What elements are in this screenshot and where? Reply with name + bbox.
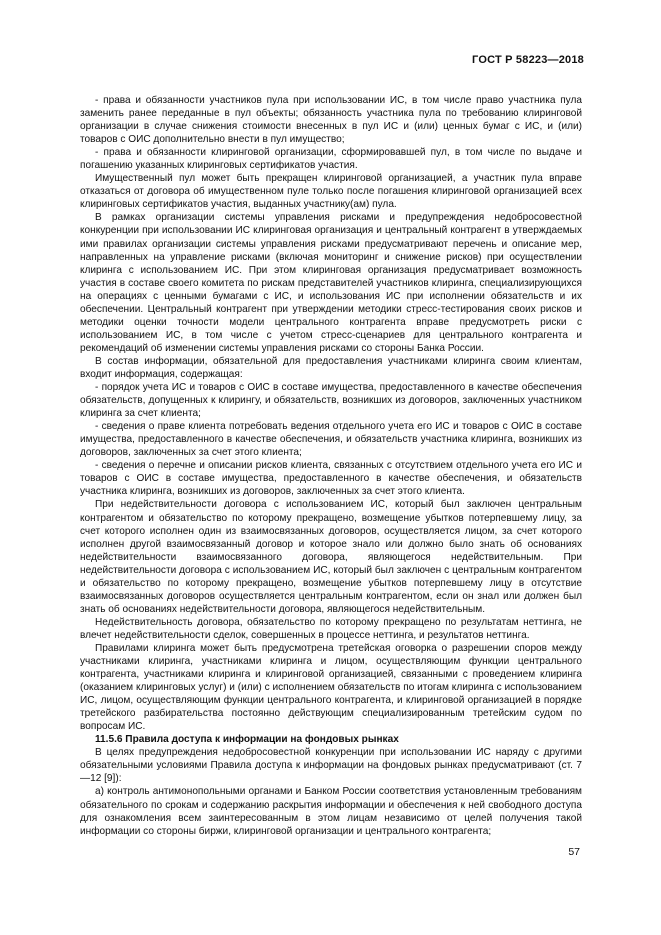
paragraph: При недействительности договора с использованием ИС, который был заключен центральным контрагентом и обязательство по которому прекращено, возмещение убытков потерпевшему лицу, за счет которого исполнен один из взаимосвязанных договоров, осуществляется лицом, за счет которого исполнен другой взаимосвязанный договор и которое знало или должно было знать об основаниях недействительности взаимосвязанного договора, являющегося недействительным. При недействительности договора с использованием ИС, который был заключен с центральным контрагентом и обязательство по которому прекращено, возмещение убытков потерпевшему лицу в отсутствие взаимосвязанных договоров осуществляется центральным контрагентом, если он знал или должен был знать об основаниях недействительности договора, являющегося недействительным. [80,499,582,615]
paragraph: Имущественный пул может быть прекращен клиринговой организацией, а участник пула вправе отказаться от договора об имущественном пуле только после погашения клиринговой организацией всех клиринговых сертификатов участия, выданных участнику(ам) пула. [80,173,582,211]
paragraph: а) контроль антимонопольными органами и Банком России соответствия установленным требованиям обязательного по срокам и содержанию раскрытия информации и обеспечения к ней свободного доступа для ознакомления всем заинтересованным в этом лицам независимо от целей получения такой информации со стороны биржи, клиринговой организации и центрального контрагента; [80,786,582,837]
page-number: 57 [568,846,580,858]
paragraph: Правилами клиринга может быть предусмотрена третейская оговорка о разрешении споров между участниками клиринга, участниками клиринга и лицом, осуществляющим функции центрального контрагента, участниками клиринга и клиринговой организацией, связанными с проведением клиринга (оказанием клиринговых услуг) и (или) с исполнением обязательств по итогам клиринга с использованием ИС, лицом, осуществляющим функции центрального контрагента, и клиринговой организацией в порядке третейского разбирательства постоянно действующим специализированным третейским судом по вопросам ИС. [80,642,582,733]
paragraph: - права и обязанности участников пула при использовании ИС, в том числе право участника пула заменить ранее переданные в пул объекты; обязанность участника пула по требованию клиринговой организации в случае снижения стоимости внесенных в пул ИС и (или) ценных бумаг с ИС, и (или) товаров с ОИС дополнительно внести в пул имущество; [80,95,582,146]
paragraph: - сведения о праве клиента потребовать ведения отдельного учета его ИС и товаров с ОИС в составе имущества, предоставленного в качестве обеспечения, и обязательств участника клиринга, возникших из договоров, заключенных за счет этого клиента; [80,421,582,459]
paragraph: - права и обязанности клиринговой организации, сформировавшей пул, в том числе по выдаче и погашению указанных клиринговых сертификатов участия. [80,147,582,172]
document-standard-id: ГОСТ Р 58223—2018 [472,54,584,66]
document-body [80,94,582,838]
paragraph: В состав информации, обязательной для предоставления участниками клиринга своим клиентам, входит информация, содержащая: [80,355,582,380]
paragraph: - порядок учета ИС и товаров с ОИС в составе имущества, предоставленного в качестве обеспечения обязательств, допущенных к клирингу, и обязательств, возникших из договоров, заключенных участником клиринга за счет клиента; [80,382,582,420]
paragraph: Недействительность договора, обязательство по которому прекращено по результатам неттинга, не влечет недействительности сделок, совершенных в процессе неттинга, и результатов неттинга. [80,616,582,641]
paragraph: В рамках организации системы управления рисками и предупреждения недобросовестной конкуренции при использовании ИС клиринговая организация и центральный контрагент в утверждаемых ими правилах организации системы управления рисками предусматривают перечень и описание мер, направленных на управление рисками (включая мониторинг и снижение рисков) при осуществлении клиринга с использованием ИС. При этом клиринговая организация предусматривает возможность участия в составе своего комитета по рискам представителей участников клиринга, специализирующихся на операциях с ценными бумагами с ИС, и использования ИС при исполнении обязательств и их обеспечении. Центральный контрагент при утверждении методики стресс-тестирования своих рисков и методики оценки точности модели центрального контрагента вправе предусмотреть риски с использованием ИС, в том числе с учетом стресс-сценариев для центрального контрагента и рекомендаций об изменении системы управления рисками со стороны Банка России. [80,212,582,354]
section-heading: 11.5.6 Правила доступа к информации на фондовых рынках [95,734,399,746]
paragraph: В целях предупреждения недобросовестной конкуренции при использовании ИС наряду с другими обязательными условиями Правила доступа к информации на фондовых рынках предусматривают (ст. 7—12 [9]): [80,747,582,785]
paragraph: - сведения о перечне и описании рисков клиента, связанных с отсутствием отдельного учета его ИС и товаров с ОИС в составе имущества, предоставленного в качестве обеспечения, и обязательств участника клиринга, возникших из договоров, заключенных за счет этого клиента. [80,460,582,498]
